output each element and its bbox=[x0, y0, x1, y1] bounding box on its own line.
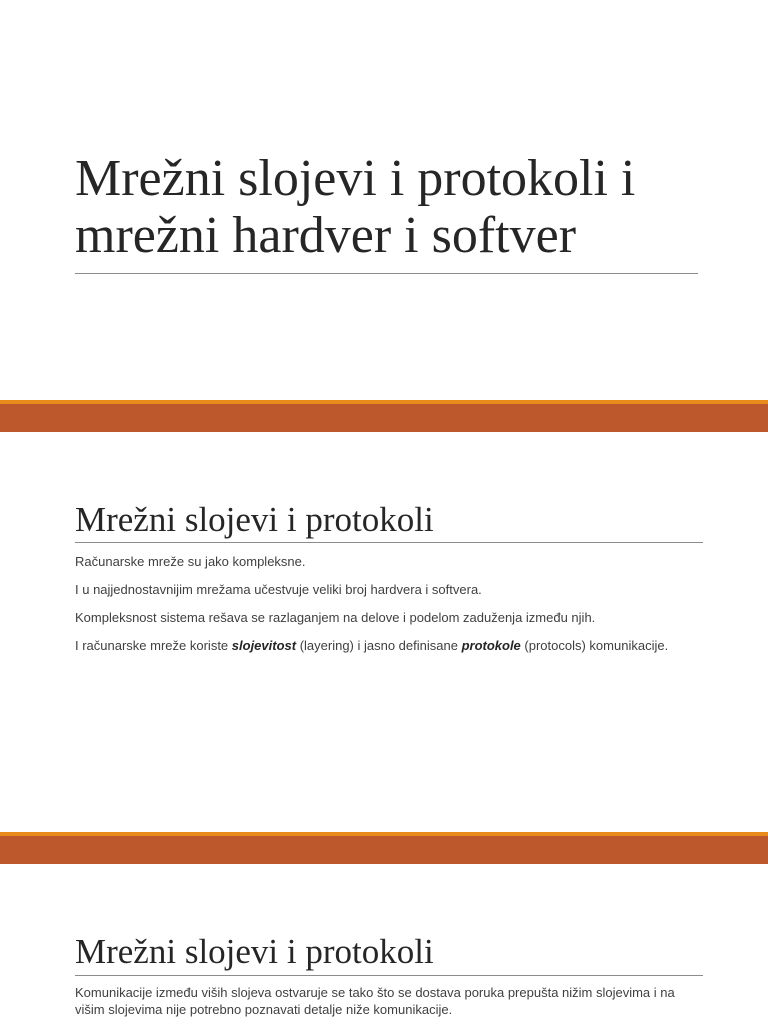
bullet-item: Računarske mreže su jako kompleksne. bbox=[75, 554, 306, 569]
slide-separator bbox=[0, 400, 768, 432]
bullet-item: Kompleksnost sistema rešava se razlaganjem na delove i podelom zaduženja između njih. bbox=[75, 610, 596, 625]
title-slide bbox=[0, 0, 768, 400]
emphasis-protocols: protokole bbox=[461, 638, 521, 653]
title-underline bbox=[75, 273, 698, 274]
emphasis-layering: slojevitost bbox=[231, 638, 297, 653]
content-slide-2 bbox=[0, 864, 768, 1024]
bullet-list bbox=[75, 984, 675, 1024]
title-slide-title bbox=[75, 150, 715, 264]
title-line-2: mrežni hardver i softver bbox=[75, 207, 577, 264]
slide-heading: Mrežni slojevi i protokoli bbox=[75, 500, 434, 539]
bullet-text: (protocols) komunikacije. bbox=[520, 638, 669, 653]
heading-underline bbox=[75, 542, 703, 543]
bullet-text: I računarske mreže koriste bbox=[75, 638, 232, 653]
bullet-item bbox=[75, 637, 675, 654]
slide-separator bbox=[0, 832, 768, 864]
title-line-1: Mrežni slojevi i protokoli i bbox=[75, 150, 636, 207]
bullet-item: I u najjednostavnijim mrežama učestvuje veliki broj hardvera i softvera. bbox=[75, 582, 482, 597]
slide-heading: Mrežni slojevi i protokoli bbox=[75, 932, 434, 971]
bullet-text: (layering) i jasno definisane bbox=[296, 638, 462, 653]
heading-underline bbox=[75, 975, 703, 976]
content-slide-1 bbox=[0, 432, 768, 832]
bullet-list bbox=[75, 553, 675, 665]
bullet-item: Komunikacije između viših slojeva ostvaruje se tako što se dostava poruka prepušta nižim slojevima i na višim slojevima nije potrebno poznavati detalje niže komunikacije. bbox=[75, 985, 675, 1017]
